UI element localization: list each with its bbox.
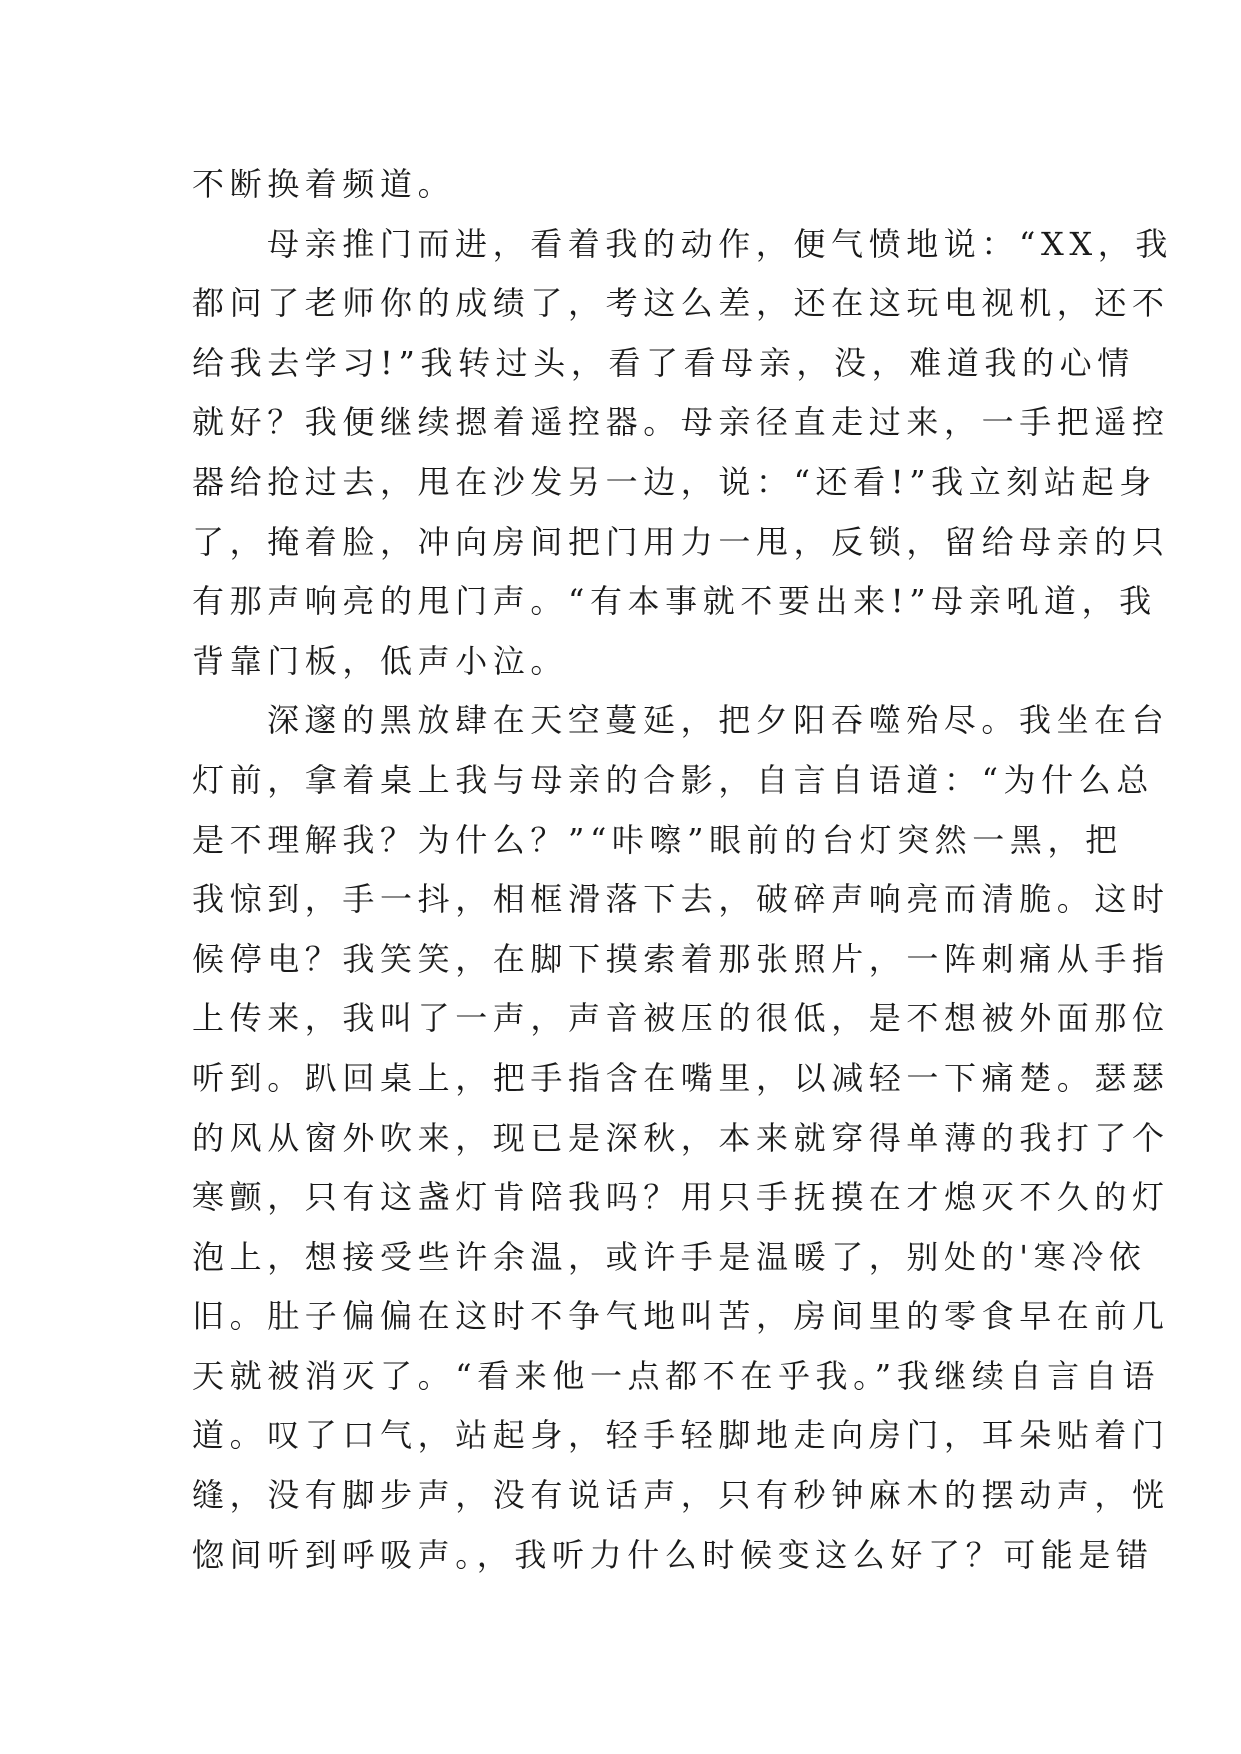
text-line: 天就被消灭了。“看来他一点都不在乎我。”我继续自言自语 (192, 1356, 1160, 1395)
text-line: 给我去学习!”我转过头，看了看母亲，没，难道我的心情 (192, 343, 1135, 382)
text-line: 候停电？我笑笑，在脚下摸索着那张照片，一阵刺痛从手指 (192, 939, 1170, 978)
text-line: 我惊到，手一抖，相框滑落下去，破碎声响亮而清脆。这时 (192, 880, 1170, 919)
text-line: 泡上，想接受些许余温，或许手是温暖了，别处的'寒冷依 (192, 1237, 1147, 1276)
text-line: 就好？我便继续摁着遥控器。母亲径直走过来，一手把遥控 (192, 403, 1170, 442)
text-line: 都问了老师你的成绩了，考这么差，还在这玩电视机，还不 (192, 284, 1170, 323)
text-line: 有那声响亮的甩门声。“有本事就不要出来!”母亲吼道，我 (192, 582, 1157, 621)
text-line: 惚间听到呼吸声。，我听力什么时候变这么好了？可能是错 (192, 1535, 1154, 1574)
text-line: 寒颤，只有这盏灯肯陪我吗？用只手抚摸在才熄灭不久的灯 (192, 1178, 1170, 1217)
text-line: 缝，没有脚步声，没有说话声，只有秒钟麻木的摆动声，恍 (192, 1476, 1170, 1515)
text-line: 上传来，我叫了一声，声音被压的很低，是不想被外面那位 (192, 999, 1170, 1038)
text-line: 母亲推门而进，看着我的动作，便气愤地说：“XX，我 (267, 224, 1173, 263)
text-line: 听到。趴回桌上，把手指含在嘴里，以减轻一下痛楚。瑟瑟 (192, 1058, 1170, 1097)
text-line: 器给抢过去，甩在沙发另一边，说：“还看!”我立刻站起身 (192, 462, 1157, 501)
text-line: 的风从窗外吹来，现已是深秋，本来就穿得单薄的我打了个 (192, 1118, 1170, 1157)
body-text (192, 155, 1173, 1585)
text-line: 旧。肚子偏偏在这时不争气地叫苦，房间里的零食早在前几 (192, 1297, 1170, 1336)
text-line: 灯前，拿着桌上我与母亲的合影，自言自语道：“为什么总 (192, 760, 1154, 799)
text-line: 了，掩着脸，冲向房间把门用力一甩，反锁，留给母亲的只 (192, 522, 1170, 561)
text-line: 道。叹了口气，站起身，轻手轻脚地走向房门，耳朵贴着门 (192, 1416, 1170, 1455)
text-line: 是不理解我？为什么？”“咔嚓”眼前的台灯突然一黑，把 (192, 820, 1123, 859)
text-line: 不断换着频道。 (192, 165, 456, 203)
text-line: 深邃的黑放肆在天空蔓延，把夕阳吞噬殆尽。我坐在台 (267, 701, 1170, 740)
text-line: 背靠门板，低声小泣。 (192, 641, 569, 680)
